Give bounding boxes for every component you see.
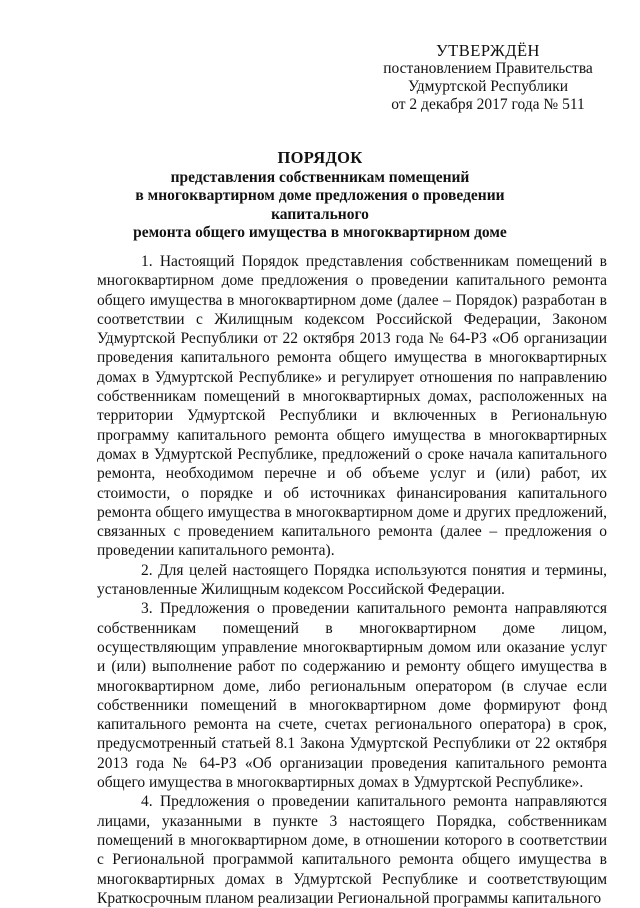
approval-line-1: постановлением Правительства — [383, 60, 593, 77]
document-body — [97, 252, 607, 908]
title-line-1: представления собственникам помещений — [170, 169, 470, 187]
title-line-3: ремонта общего имущества в многоквартирном доме — [133, 223, 507, 241]
approval-line-3: от 2 декабря 2017 года № 511 — [391, 96, 585, 113]
approval-line-2: Удмуртской Республики — [407, 78, 569, 95]
document-title — [90, 149, 550, 242]
approval-stamp — [368, 42, 608, 114]
title-line-2: в многоквартирном доме предложения о проведении капитального — [135, 187, 505, 223]
paragraph-1: 1. Настоящий Порядок представления собственникам помещений в многоквартирном доме предложения о проведении капитального ремонта общего имущества в многоквартирном доме (далее – Порядок) разработан в соответствии с Жилищным кодексом Российской Федерации, Законом Удмуртской Республики от 22 октября 2013 года № 64-РЗ «Об организации проведения капитального ремонта общего имущества в многоквартирных домах в Удмуртской Республике» и регулирует отношения по направлению собственникам помещений в многоквартирных домах, расположенных на территории Удмуртской Республики и включенных в Региональную программу капитального ремонта общего имущества в многоквартирных домах в Удмуртской Республике, предложений о сроке начала капитального ремонта, необходимом перечне и об объеме услуг и (или) работ, их стоимости, о порядке и об источниках финансирования капитального ремонта общего имущества в многоквартирном доме и других предложений, связанных с проведением капитального ремонта (далее – предложения о проведении капитального ремонта). — [97, 253, 607, 560]
paragraph-4: 4. Предложения о проведении капитального ремонта направляются лицами, указанными в пункте 3 настоящего Порядка, собственникам помещений в многоквартирном доме, в отношении которого в соответствии с Региональной программой капитального ремонта общего имущества в многоквартирных домах в Удмуртской Республике и соответствующим Краткосрочным планом реализации Региональной программы капитального — [97, 793, 607, 907]
approved-label: УТВЕРЖДЁН — [436, 41, 540, 60]
paragraph-2: 2. Для целей настоящего Порядка используются понятия и термины, установленные Жилищным кодексом Российской Федерации. — [97, 561, 607, 599]
title-heading: ПОРЯДОК — [277, 148, 363, 167]
paragraph-3: 3. Предложения о проведении капитального ремонта направляются собственникам помещений в многоквартирном доме лицом, осуществляющим управление многоквартирным домом или оказание услуг и (или) выполнение работ по содержанию и ремонту общего имущества в многоквартирном доме, либо региональным оператором (в случае если собственники помещений в многоквартирном доме формируют фонд капитального ремонта на счете, счетах регионального оператора) в срок, предусмотренный статьей 8.1 Закона Удмуртской Республики от 22 октября 2013 года № 64-РЗ «Об организации проведения капитального ремонта общего имущества в многоквартирных домах в Удмуртской Республике». — [97, 600, 607, 792]
